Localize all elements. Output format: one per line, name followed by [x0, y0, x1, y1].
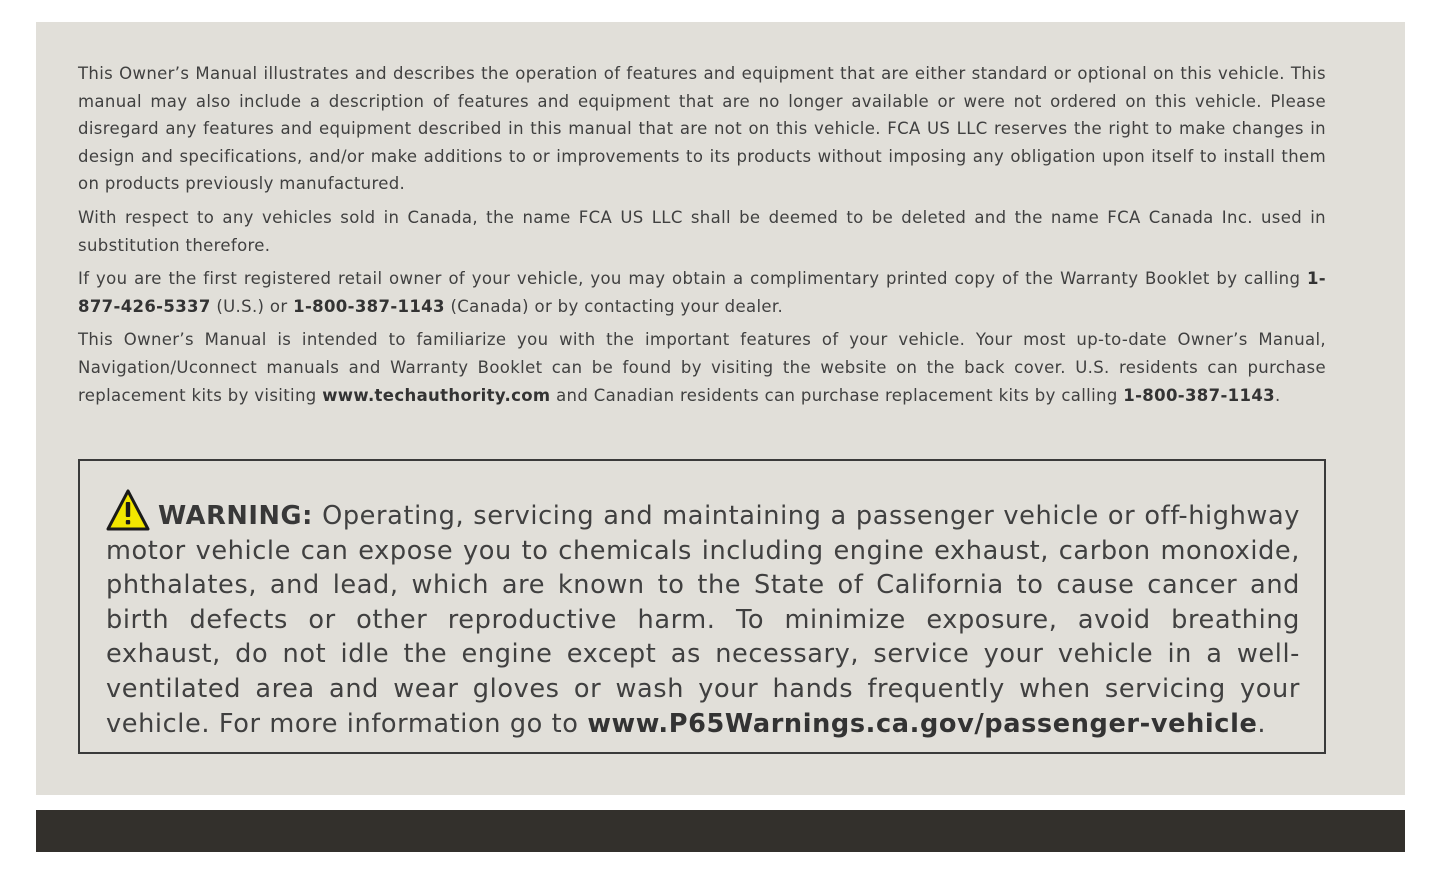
paragraph-replacement-kits: This Owner’s Manual is intended to familiarize you with the important features of your vehicle. Your most up-to-date Owner’s Manual, Navigation/Uconnect manuals and Warranty Booklet can be found by visiting the website on the back cover. U.S. residents can purchase replacement kits by visiting www.techauthority.com and Canadian residents can purchase replacement kits by calling 1-800-387-1143. — [78, 330, 1326, 405]
warning-triangle-icon — [106, 489, 150, 531]
us-phone-number: 1-877-426-5337 — [78, 269, 1326, 316]
warning-paragraph: WARNING: Operating, servicing and maintaining a passenger vehicle or off-highway motor vehicle can expose you to chemicals including engine exhaust, carbon monoxide, phthalates, and lead, which are known to the State of California to cause cancer and birth defects or other reproductive harm. To minimize exposure, avoid breathing exhaust, do not idle the engine except as necessary, service your vehicle in a well-ventilated area and wear gloves or wash your hands frequently when servicing your vehicle. For more information go to www.P65Warnings.ca.gov/passenger-vehicle. — [106, 489, 1300, 741]
notice-text-block — [78, 60, 1326, 415]
techauthority-website: www.techauthority.com — [322, 385, 551, 405]
manual-notice-panel — [36, 22, 1405, 795]
p65-warnings-url: www.P65Warnings.ca.gov/passenger-vehicle — [587, 708, 1258, 739]
paragraph-manual-scope: This Owner’s Manual illustrates and describes the operation of features and equipment that are either standard or optional on this vehicle. This manual may also include a description of features and equipment that are no longer available or were not ordered on this vehicle. Please disregard any features and equipment described in this manual that are not on this vehicle. FCA US LLC reserves the right to make changes in design and specifications, and/or make additions to or improvements to its products without imposing any obligation upon itself to install them on products previously manufactured. — [78, 64, 1326, 194]
paragraph-canada-substitution: With respect to any vehicles sold in Canada, the name FCA US LLC shall be deemed to be deleted and the name FCA Canada Inc. used in substitution therefore. — [78, 207, 1326, 255]
kits-intro-text: This Owner’s Manual is intended to familiarize you with the important features of your vehicle. Your most up-to-date Owner’s Manual, Navigation/Uconnect manuals and Warranty Booklet can be found by visiting the website on the back cover. U.S. residents can purchase replacement kits by visiting — [78, 330, 1326, 405]
kits-middle-text: and Canadian residents can purchase replacement kits by calling — [550, 385, 1124, 405]
canada-phone-number: 1-800-387-1143 — [293, 296, 445, 316]
us-label-text: (U.S.) or — [210, 296, 294, 316]
warning-label: WARNING: — [158, 501, 314, 531]
footer-bar — [36, 810, 1405, 852]
prop65-warning-box — [78, 459, 1326, 754]
warning-body-text: Operating, servicing and maintaining a passenger vehicle or off-highway motor vehicle can expose you to chemicals including engine exhaust, carbon monoxide, phthalates, and lead, which are known to the State of California to cause cancer and birth defects or other reproductive harm. To minimize exposure, avoid breathing exhaust, do not idle the engine except as necessary, service your vehicle in a well-ventilated area and wear gloves or wash your hands frequently when servicing your vehicle. For more information go to — [106, 501, 1300, 739]
kits-phone-number: 1-800-387-1143 — [1123, 385, 1275, 405]
warranty-intro-text: If you are the first registered retail owner of your vehicle, you may obtain a complimentary printed copy of the Warranty Booklet by calling — [78, 269, 1307, 289]
paragraph-warranty-booklet — [78, 265, 1326, 320]
warranty-outro-text: (Canada) or by contacting your dealer. — [444, 296, 784, 316]
